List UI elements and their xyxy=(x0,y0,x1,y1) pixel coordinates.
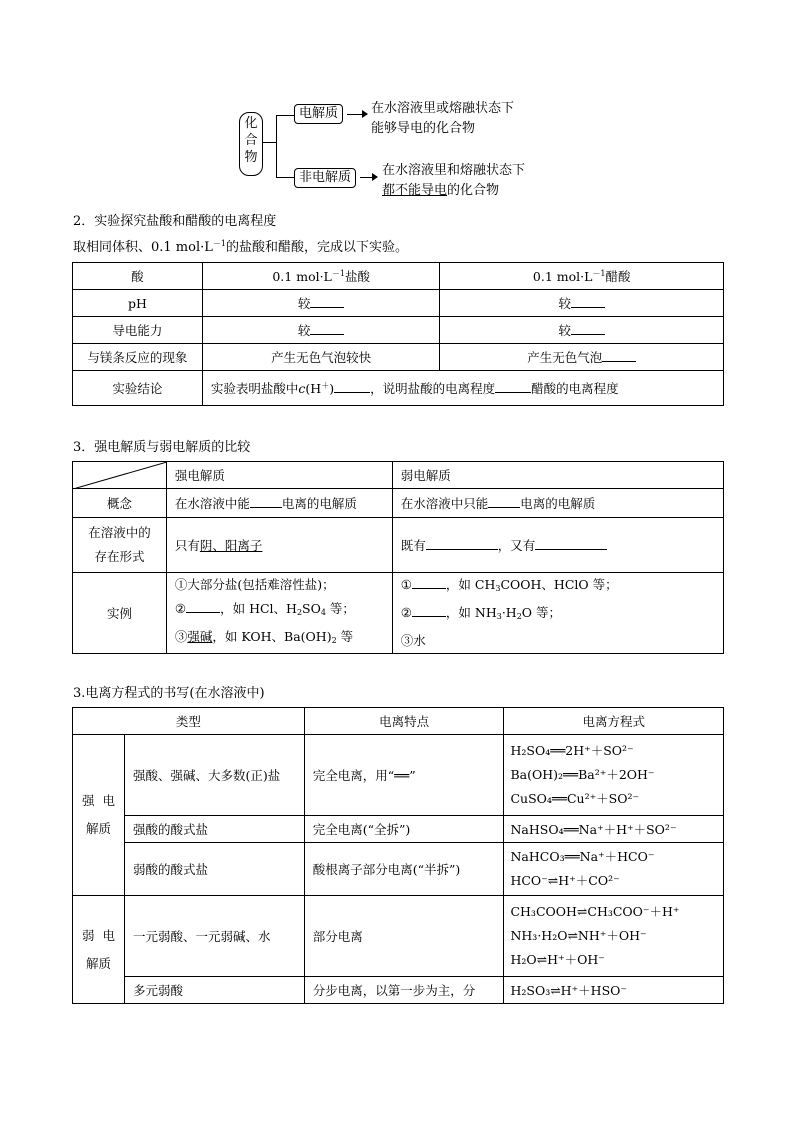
s2d: 等； xyxy=(325,601,355,616)
ph-hcl xyxy=(202,290,440,317)
concl-d: ，说明盐酸的电离程度 xyxy=(370,381,496,396)
nonelectrolyte-def-2a: 都不能导电 xyxy=(382,183,448,198)
s2b: ，如 HCl、H xyxy=(220,601,297,616)
weak-label-1 xyxy=(81,922,116,950)
w2d: O 等； xyxy=(521,605,562,620)
fill-blank[interactable] xyxy=(310,295,344,308)
mg-acetic xyxy=(440,344,724,371)
weak-label-2: 解质 xyxy=(85,955,111,971)
row-mg-reaction: 与镁条反应的现象 xyxy=(73,344,203,371)
cond-hcl xyxy=(202,317,440,344)
intro-sup: －1 xyxy=(212,239,226,248)
eq-baoh2: Ba(OH)₂══Ba²⁺＋2OH⁻ xyxy=(510,767,655,782)
hcl-sup: －1 xyxy=(331,269,345,278)
connector-line xyxy=(262,142,276,143)
eq-ch3cooh: CH₃COOH⇌CH₃COO⁻＋H⁺ xyxy=(510,904,680,919)
connector-line xyxy=(276,115,277,177)
table-row xyxy=(73,462,724,489)
w1b: ，如 CH xyxy=(445,577,496,592)
header-strong: 强电解质 xyxy=(166,462,392,489)
strong2: 电 xyxy=(102,793,115,808)
r5-type: 多元弱酸 xyxy=(124,977,304,1004)
s3c: ，如 KOH、Ba(OH) xyxy=(212,629,332,644)
mg-ac-text: 产生无色气泡 xyxy=(527,350,603,365)
connector-line xyxy=(276,177,294,178)
section2-intro xyxy=(73,236,408,255)
nonelectrolyte-box xyxy=(294,168,356,188)
fill-blank[interactable] xyxy=(412,576,446,589)
conclusion-text xyxy=(202,371,723,406)
diagonal-header-cell xyxy=(73,462,167,489)
acid-comparison-table xyxy=(72,262,724,406)
table-row xyxy=(73,290,724,317)
table-row xyxy=(73,489,724,518)
weak1: 弱 xyxy=(81,927,95,943)
sub-2: 2 xyxy=(296,608,303,617)
ph-ac-text: 较 xyxy=(558,296,571,311)
w2a: ② xyxy=(400,605,412,620)
ac-conc: 0.1 mol·L xyxy=(532,269,593,284)
eq-nh3h2o: NH₃·H₂O⇌NH⁺＋OH⁻ xyxy=(510,928,647,943)
arrow-head-icon xyxy=(362,110,368,118)
fill-blank[interactable] xyxy=(571,295,605,308)
table-row xyxy=(73,843,724,896)
header-acetic xyxy=(440,263,724,290)
connector-line xyxy=(276,115,294,116)
cond-acetic xyxy=(440,317,724,344)
intro-text: 取相同体积、0.1 mol·L xyxy=(73,240,213,255)
electrolyte-box xyxy=(294,104,343,124)
intro-tail: 的盐酸和醋酸，完成以下实验。 xyxy=(225,240,408,255)
strong1: 强 xyxy=(81,793,95,808)
table-row xyxy=(73,816,724,843)
form-1: 在溶液中的 xyxy=(88,525,151,540)
concl-c: c xyxy=(298,381,306,396)
header-hcl xyxy=(202,263,440,290)
row-concept: 概念 xyxy=(73,489,167,518)
electrolyte-comparison-table xyxy=(72,461,724,654)
fill-blank[interactable] xyxy=(250,495,282,508)
r4-feature: 部分电离 xyxy=(304,896,504,977)
eq-h2o: H₂O⇌H⁺＋OH⁻ xyxy=(510,952,605,967)
hcl-conc: 0.1 mol·L xyxy=(272,269,332,284)
weak2: 电 xyxy=(102,927,115,943)
row-examples: 实例 xyxy=(73,573,167,654)
r1-feature: 完全电离，用“══” xyxy=(304,735,504,816)
table-row xyxy=(73,573,724,654)
row-ph: pH xyxy=(73,290,203,317)
header-weak: 弱电解质 xyxy=(392,462,723,489)
ph-acetic xyxy=(440,290,724,317)
section2-title: 2．实验探究盐酸和醋酸的电离程度 xyxy=(73,214,277,229)
electrolyte-def-1: 在水溶液里或熔融状态下 xyxy=(371,101,515,116)
cw-a: 在水溶液中只能 xyxy=(400,496,489,511)
sub-4: 4 xyxy=(320,608,326,617)
ionization-equation-table xyxy=(72,707,724,1004)
compound-box xyxy=(239,112,263,176)
r2-feature: 完全电离(“全拆”) xyxy=(304,816,504,843)
r3-feature: 酸根离子部分电离(“半拆”) xyxy=(304,843,504,896)
w2b: ，如 NH xyxy=(445,605,497,620)
cond-hcl-text: 较 xyxy=(297,323,311,338)
r3-type: 弱酸的酸式盐 xyxy=(124,843,304,896)
section4-title: 3.电离方程式的书写(在水溶液中) xyxy=(73,686,265,701)
form-2: 存在形式 xyxy=(94,549,145,564)
w2c: ·H xyxy=(501,605,517,620)
strong-label-1 xyxy=(81,787,116,815)
table-row xyxy=(73,371,724,406)
table-row xyxy=(73,344,724,371)
r5-feature: 分步电离，以第一步为主，分 xyxy=(304,977,504,1004)
strong-label-2: 解质 xyxy=(85,821,111,836)
s2c: SO xyxy=(302,601,321,616)
fs-a: 只有 xyxy=(174,538,200,553)
examples-strong xyxy=(166,573,392,654)
w1c: COOH、HClO 等； xyxy=(500,577,618,592)
fill-blank[interactable] xyxy=(334,380,370,393)
ph-hcl-text: 较 xyxy=(297,296,311,311)
strong-ex-3 xyxy=(175,625,384,653)
s3a: ③ xyxy=(174,629,188,644)
strong-ex-1: ①大部分盐(包括难溶性盐)； xyxy=(174,577,335,592)
concl-a: 实验表明盐酸中 xyxy=(210,381,299,396)
cs-a: 在水溶液中能 xyxy=(174,496,250,511)
table-row xyxy=(73,977,724,1004)
s3d: 等 xyxy=(336,629,354,644)
concl-e: 醋酸的电离程度 xyxy=(531,381,619,396)
r2-type: 强酸的酸式盐 xyxy=(124,816,304,843)
eq-cuso4: CuSO₄══Cu²⁺＋SO²⁻ xyxy=(510,791,640,806)
header-equation: 电离方程式 xyxy=(504,708,724,735)
w1a: ① xyxy=(400,577,412,592)
weak-ex-1 xyxy=(401,573,715,601)
ac-sup: －1 xyxy=(592,269,606,278)
nonelectrolyte-label: 非电解质 xyxy=(299,170,352,185)
fill-blank[interactable] xyxy=(310,322,344,335)
form-weak xyxy=(392,518,723,573)
nonelectrolyte-def-2b: 的化合物 xyxy=(447,183,500,198)
cs-b: 电离的电解质 xyxy=(281,496,357,511)
weak-ex-2 xyxy=(401,601,715,629)
row-conductivity: 导电能力 xyxy=(73,317,203,344)
diagonal-line xyxy=(73,462,167,489)
fill-blank[interactable] xyxy=(426,537,498,550)
r4-type: 一元弱酸、一元弱碱、水 xyxy=(124,896,304,977)
fill-blank[interactable] xyxy=(488,495,520,508)
fs-b: 阴、阳离子 xyxy=(199,538,263,553)
table-row xyxy=(73,735,724,816)
cw-b: 电离的电解质 xyxy=(520,496,596,511)
table-row xyxy=(73,896,724,977)
strong-electrolyte-cell xyxy=(73,735,125,896)
examples-weak xyxy=(392,573,723,654)
row-conclusion: 实验结论 xyxy=(73,371,203,406)
row-form xyxy=(73,518,167,573)
mg-hcl: 产生无色气泡较快 xyxy=(202,344,440,371)
cond-ac-text: 较 xyxy=(558,323,571,338)
compound-label: 化合物 xyxy=(244,116,258,165)
sub-3: 3 xyxy=(495,584,501,593)
concl-hsup: ＋ xyxy=(321,381,330,390)
nonelectrolyte-def-1: 在水溶液里和熔融状态下 xyxy=(382,163,526,178)
weak-electrolyte-cell xyxy=(73,896,125,1004)
fill-blank[interactable] xyxy=(571,322,605,335)
table-row xyxy=(73,708,724,735)
fill-blank[interactable] xyxy=(535,537,607,550)
sub-3: 3 xyxy=(496,612,502,621)
eq-h2so4: H₂SO₄══2H⁺＋SO²⁻ xyxy=(510,743,634,758)
ac-name: 醋酸 xyxy=(605,269,631,284)
header-type: 类型 xyxy=(73,708,305,735)
sub-2: 2 xyxy=(516,612,522,621)
r4-equations xyxy=(504,896,724,977)
table-row xyxy=(73,263,724,290)
weak-ex-3: ③水 xyxy=(400,633,426,648)
hcl-name: 盐酸 xyxy=(344,269,370,284)
r2-equation: NaHSO₄══Na⁺＋H⁺＋SO²⁻ xyxy=(504,816,724,843)
arrow-head-icon xyxy=(372,173,378,181)
eq-nahco3: NaHCO₃══Na⁺＋HCO⁻ xyxy=(510,849,655,864)
fill-blank[interactable] xyxy=(186,600,220,613)
concl-h: (H xyxy=(305,381,322,396)
r1-equations xyxy=(504,735,724,816)
section3-title: 3．强电解质与弱电解质的比较 xyxy=(73,440,251,455)
electrolyte-label: 电解质 xyxy=(299,106,339,121)
r1-type: 强酸、强碱、大多数(正)盐 xyxy=(124,735,304,816)
table-row xyxy=(73,317,724,344)
fill-blank[interactable] xyxy=(602,349,636,362)
concept-weak xyxy=(392,489,723,518)
nonelectrolyte-def-2 xyxy=(382,179,499,198)
s2a: ② xyxy=(174,601,187,616)
strong-ex-2 xyxy=(175,597,384,625)
fw-b: ，又有 xyxy=(497,538,536,553)
header-acid: 酸 xyxy=(73,263,203,290)
table-row xyxy=(73,518,724,573)
r5-equation: H₂SO₃⇌H⁺＋HSO⁻ xyxy=(504,977,724,1004)
sub-2: 2 xyxy=(331,636,337,645)
s3b: 强碱 xyxy=(187,629,213,644)
form-strong xyxy=(166,518,392,573)
fw-a: 既有 xyxy=(400,538,426,553)
concept-strong xyxy=(166,489,392,518)
concl-b: ) xyxy=(329,381,335,396)
r3-equations xyxy=(504,843,724,896)
fill-blank[interactable] xyxy=(412,604,446,617)
eq-hco3: HCO⁻⇌H⁺＋CO²⁻ xyxy=(510,873,620,888)
header-feature: 电离特点 xyxy=(304,708,504,735)
electrolyte-def-2: 能够导电的化合物 xyxy=(371,121,476,136)
fill-blank[interactable] xyxy=(495,380,531,393)
